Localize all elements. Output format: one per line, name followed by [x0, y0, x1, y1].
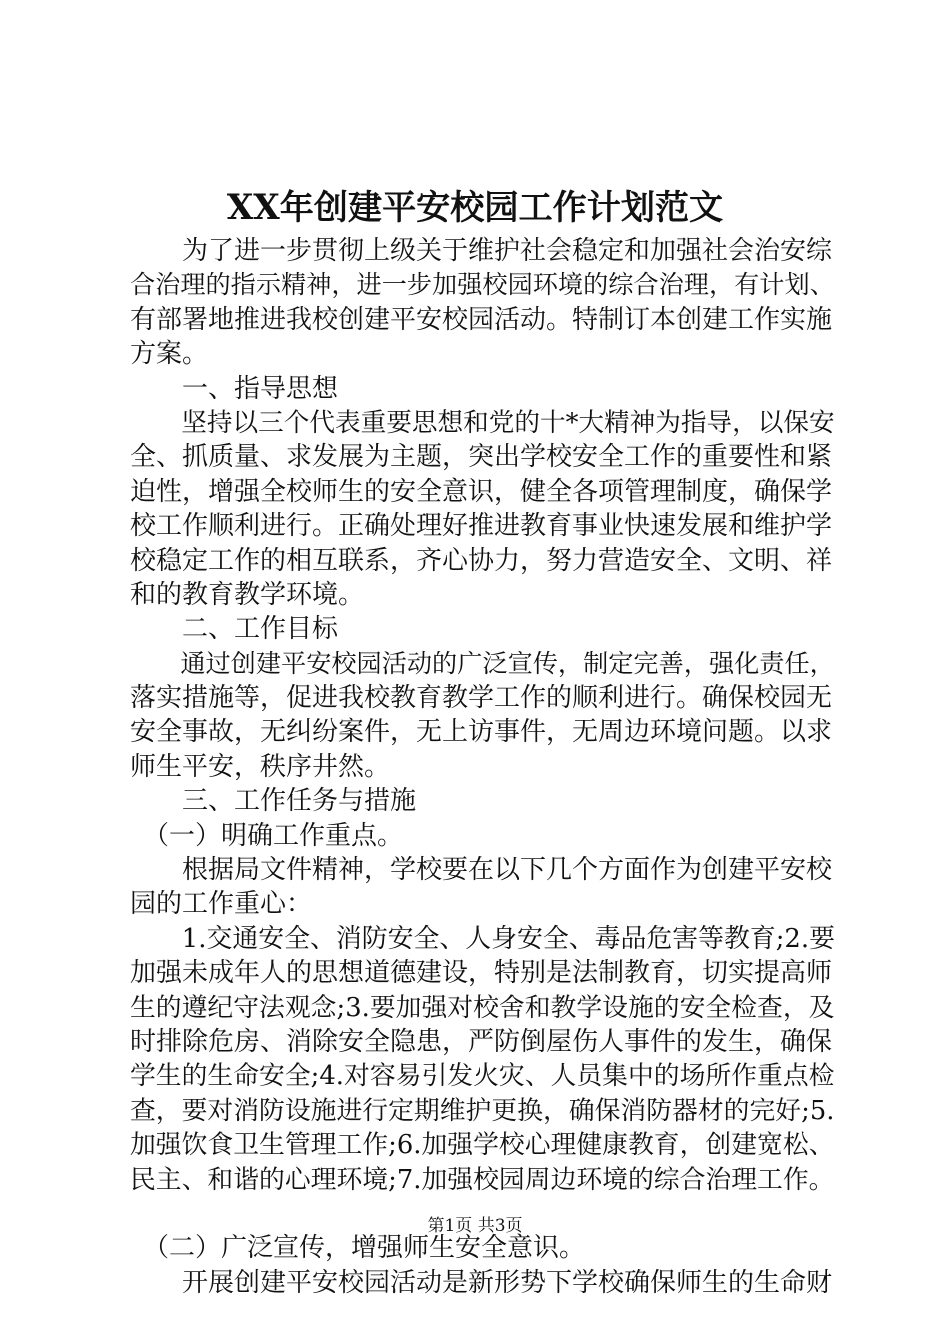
body-line: 通过创建平安校园活动的广泛宣传，制定完善，强化责任，: [130, 648, 835, 678]
section-heading: 三、工作任务与措施: [130, 786, 417, 817]
body-line: 加强未成年人的思想道德建设，特别是法制教育，切实提高师: [130, 958, 833, 989]
body-line: 时排除危房、消除安全隐患，严防倒屋伤人事件的发生，确保: [130, 1026, 833, 1057]
body-line: 迫性，增强全校师生的安全意识，健全各项管理制度，确保学: [130, 476, 833, 507]
body-line: 1.交通安全、消防安全、人身安全、毒品危害等教育;2.要: [130, 923, 835, 954]
body-line: 校工作顺利进行。正确处理好推进教育事业快速发展和维护学: [130, 511, 833, 542]
body-line: 师生平安，秩序井然。: [130, 751, 391, 782]
document-body: [130, 234, 835, 1300]
page-footer: 第1页 共3页: [427, 1216, 523, 1236]
document-title: XX年创建平安校园工作计划范文: [226, 188, 724, 228]
subsection-heading: （二）广泛宣传，增强师生安全意识。: [130, 1233, 586, 1264]
section-heading: 一、指导思想: [130, 373, 339, 404]
body-line: 合治理的指示精神，进一步加强校园环境的综合治理，有计划、: [130, 270, 835, 300]
body-line: 查，要对消防设施进行定期维护更换，确保消防器材的完好;5.: [130, 1095, 835, 1126]
body-line: 学生的生命安全;4.对容易引发火灾、人员集中的场所作重点检: [130, 1061, 835, 1092]
body-line: 园的工作重心：: [130, 889, 313, 920]
body-line: 开展创建平安校园活动是新形势下学校确保师生的生命财: [130, 1267, 833, 1298]
body-line: 有部署地推进我校创建平安校园活动。特制订本创建工作实施: [130, 304, 833, 335]
body-line: 校稳定工作的相互联系，齐心协力，努力营造安全、文明、祥: [130, 545, 833, 576]
body-line: 落实措施等，促进我校教育教学工作的顺利进行。确保校园无: [130, 683, 833, 714]
body-line: 和的教育教学环境。: [130, 579, 365, 610]
body-line: 加强饮食卫生管理工作;6.加强学校心理健康教育，创建宽松、: [130, 1130, 835, 1161]
subsection-heading: （一）明确工作重点。: [130, 820, 404, 851]
section-heading: 二、工作目标: [130, 614, 339, 645]
body-line: 为了进一步贯彻上级关于维护社会稳定和加强社会治安综: [130, 236, 833, 266]
body-line: 民主、和谐的心理环境;7.加强校园周边环境的综合治理工作。: [130, 1164, 835, 1195]
body-line: 全、抓质量、求发展为主题，突出学校安全工作的重要性和紧: [130, 442, 833, 473]
body-line: 方案。: [130, 339, 209, 370]
body-line: 根据局文件精神，学校要在以下几个方面作为创建平安校: [130, 855, 833, 886]
body-line: 生的遵纪守法观念;3.要加强对校舍和教学设施的安全检查，及: [130, 992, 835, 1023]
body-line: 坚持以三个代表重要思想和党的十*大精神为指导，以保安: [130, 407, 835, 438]
body-line: 安全事故，无纠纷案件，无上访事件，无周边环境问题。以求: [130, 717, 833, 748]
